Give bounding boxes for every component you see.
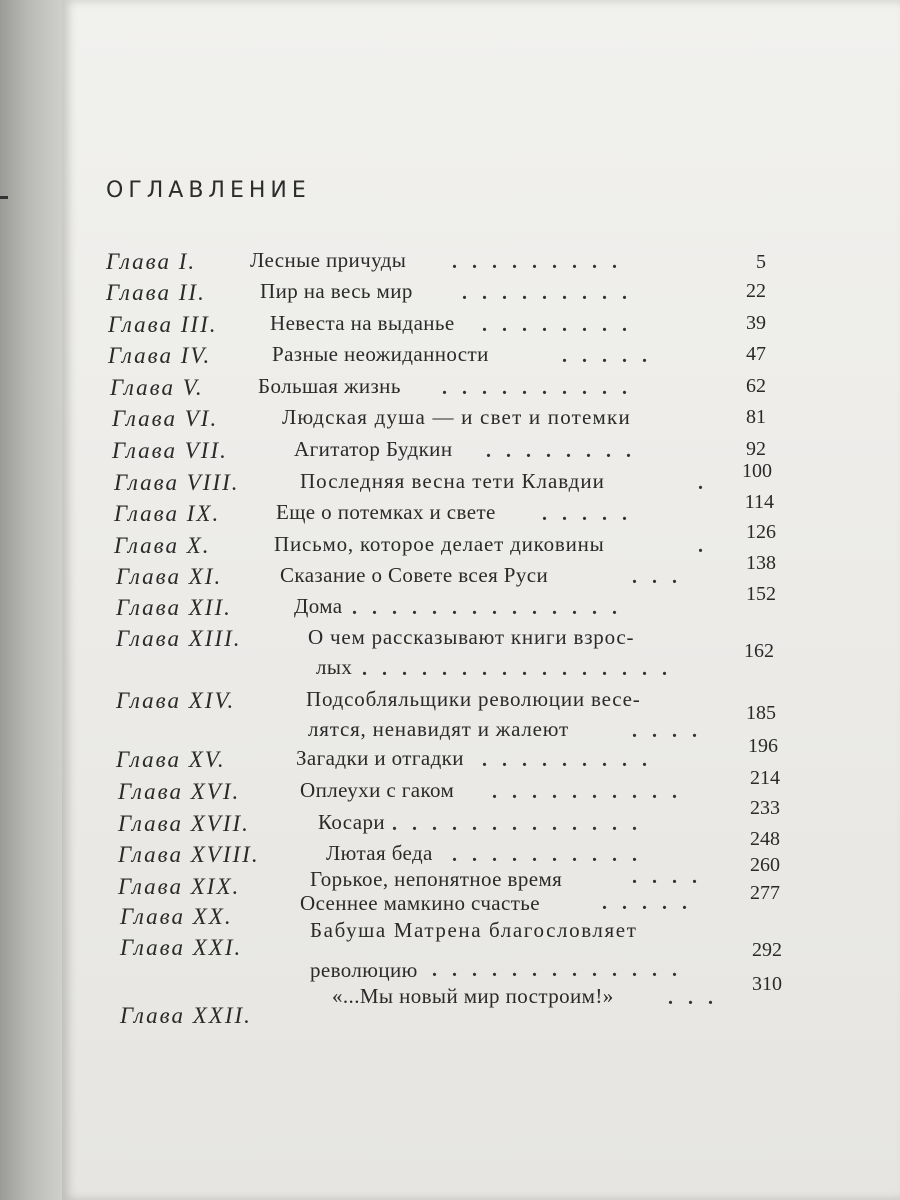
chapter-number: Глава XVII. bbox=[118, 811, 250, 836]
page-number: 5 bbox=[756, 251, 766, 273]
dot-leader: . bbox=[698, 535, 708, 557]
page-number: 260 bbox=[750, 854, 780, 876]
page-number: 100 bbox=[742, 460, 772, 482]
chapter-number: Глава VII. bbox=[112, 438, 228, 463]
toc-entry bbox=[62, 973, 900, 1044]
chapter-title: Лютая беда bbox=[326, 841, 433, 865]
page-number: 277 bbox=[750, 882, 780, 904]
dot-leader: . bbox=[698, 472, 708, 494]
book-page bbox=[62, 0, 900, 1200]
page-number: 114 bbox=[744, 491, 774, 513]
dot-leader: . . . . . bbox=[542, 503, 632, 525]
chapter-title: «...Мы новый мир построим!» bbox=[332, 984, 614, 1008]
chapter-number: Глава XX. bbox=[120, 904, 233, 929]
chapter-number: Глава XXI. bbox=[120, 935, 243, 960]
chapter-number: Глава XIX. bbox=[118, 874, 241, 899]
page-number: 47 bbox=[746, 343, 766, 365]
page-number: 233 bbox=[750, 797, 780, 819]
page-number: 92 bbox=[746, 438, 766, 460]
chapter-title: Горькое, непонятное время bbox=[310, 867, 563, 891]
page-number: 138 bbox=[746, 552, 776, 574]
chapter-title: О чем рассказывают книги взрос- bbox=[308, 625, 635, 649]
book-spine bbox=[0, 0, 62, 1200]
chapter-number: Глава XV. bbox=[116, 747, 226, 772]
chapter-number: Глава II. bbox=[106, 280, 206, 305]
chapter-number: Глава XIII. bbox=[116, 626, 242, 651]
page-number: 185 bbox=[746, 702, 776, 724]
chapter-title-continuation: революцию bbox=[310, 958, 418, 982]
chapter-title: Агитатор Будкин bbox=[294, 437, 453, 461]
chapter-number: Глава X. bbox=[114, 533, 211, 558]
dot-leader: . . . . . . . . . bbox=[482, 749, 652, 771]
chapter-number: Глава IX. bbox=[114, 501, 221, 526]
dot-leader: . . . . . . . . . bbox=[462, 282, 632, 304]
dot-leader: . . . bbox=[668, 987, 718, 1009]
chapter-number: Глава V. bbox=[110, 375, 204, 400]
chapter-number: Глава XI. bbox=[116, 564, 223, 589]
chapter-number: Глава XIV. bbox=[116, 688, 236, 713]
chapter-title-continuation: лых bbox=[316, 655, 353, 679]
chapter-title: Оплеухи с гаком bbox=[300, 778, 455, 802]
chapter-number: Глава I. bbox=[106, 249, 197, 274]
chapter-title: Большая жизнь bbox=[258, 374, 401, 398]
chapter-number: Глава XVIII. bbox=[118, 842, 260, 867]
chapter-title: Еще о потемках и свете bbox=[276, 500, 496, 524]
chapter-number: Глава VIII. bbox=[114, 470, 240, 495]
dot-leader: . . . . bbox=[632, 720, 702, 742]
chapter-title: Подсобляльщики революции весе- bbox=[306, 687, 641, 711]
chapter-title: Последняя весна тети Клавдии bbox=[300, 469, 605, 493]
chapter-title: Людская душа — и свет и потемки bbox=[282, 405, 631, 429]
chapter-number: Глава XXII. bbox=[120, 1003, 252, 1028]
spine-mark bbox=[0, 196, 8, 199]
dot-leader: . . . . . . . . . . bbox=[452, 844, 642, 866]
chapter-number: Глава XII. bbox=[116, 595, 232, 620]
dot-leader: . . . . . bbox=[562, 345, 652, 367]
chapter-title: Лесные причуды bbox=[250, 248, 407, 272]
page-number: 39 bbox=[746, 312, 766, 334]
page-number: 292 bbox=[752, 939, 782, 961]
dot-leader: . . . . . . . . . . . . . . bbox=[352, 597, 622, 619]
dot-leader: . . . . . . . . bbox=[482, 314, 632, 336]
page-number: 81 bbox=[746, 406, 766, 428]
chapter-title: Письмо, которое делает диковины bbox=[274, 532, 605, 556]
dot-leader: . . . . . . . . . . . . . . . . bbox=[362, 658, 672, 680]
chapter-title: Осеннее мамкино счастье bbox=[300, 891, 540, 915]
chapter-title: Разные неожиданности bbox=[272, 342, 489, 366]
page-number: 214 bbox=[750, 767, 780, 789]
chapter-title: Косари bbox=[318, 810, 386, 834]
dot-leader: . . . . . . . . . bbox=[452, 251, 622, 273]
dot-leader: . . . . . . . . . . bbox=[492, 781, 682, 803]
chapter-title-continuation: лятся, ненавидят и жалеют bbox=[308, 717, 569, 741]
chapter-number: Глава IV. bbox=[108, 343, 212, 368]
chapter-title: Невеста на выданье bbox=[270, 311, 455, 335]
chapter-number: Глава III. bbox=[108, 312, 218, 337]
chapter-title: Бабуша Матрена благословляет bbox=[310, 918, 638, 942]
page-number: 62 bbox=[746, 375, 766, 397]
page-number: 196 bbox=[748, 735, 778, 757]
chapter-title: Загадки и отгадки bbox=[296, 746, 464, 770]
page-number: 126 bbox=[746, 521, 776, 543]
dot-leader: . . . . bbox=[632, 866, 702, 888]
dot-leader: . . . . . . . . . . . . . bbox=[392, 813, 642, 835]
chapter-number: Глава XVI. bbox=[118, 779, 241, 804]
dot-leader: . . . bbox=[632, 566, 682, 588]
page-number: 248 bbox=[750, 828, 780, 850]
chapter-title: Дома bbox=[294, 594, 343, 618]
page-number: 152 bbox=[746, 583, 776, 605]
chapter-number: Глава VI. bbox=[112, 406, 219, 431]
page-number: 310 bbox=[752, 973, 782, 995]
chapter-title: Сказание о Совете всея Руси bbox=[280, 563, 549, 587]
dot-leader: . . . . . . . . bbox=[486, 440, 636, 462]
chapter-title: Пир на весь мир bbox=[260, 279, 413, 303]
toc-entry bbox=[62, 627, 900, 691]
dot-leader: . . . . . . . . . . . . . bbox=[432, 959, 682, 981]
dot-leader: . . . . . bbox=[602, 892, 692, 914]
page-number: 162 bbox=[744, 640, 774, 662]
page-title: ОГЛАВЛЕНИЕ bbox=[106, 178, 311, 203]
page-number: 22 bbox=[746, 280, 766, 302]
dot-leader: . . . . . . . . . . bbox=[442, 377, 632, 399]
